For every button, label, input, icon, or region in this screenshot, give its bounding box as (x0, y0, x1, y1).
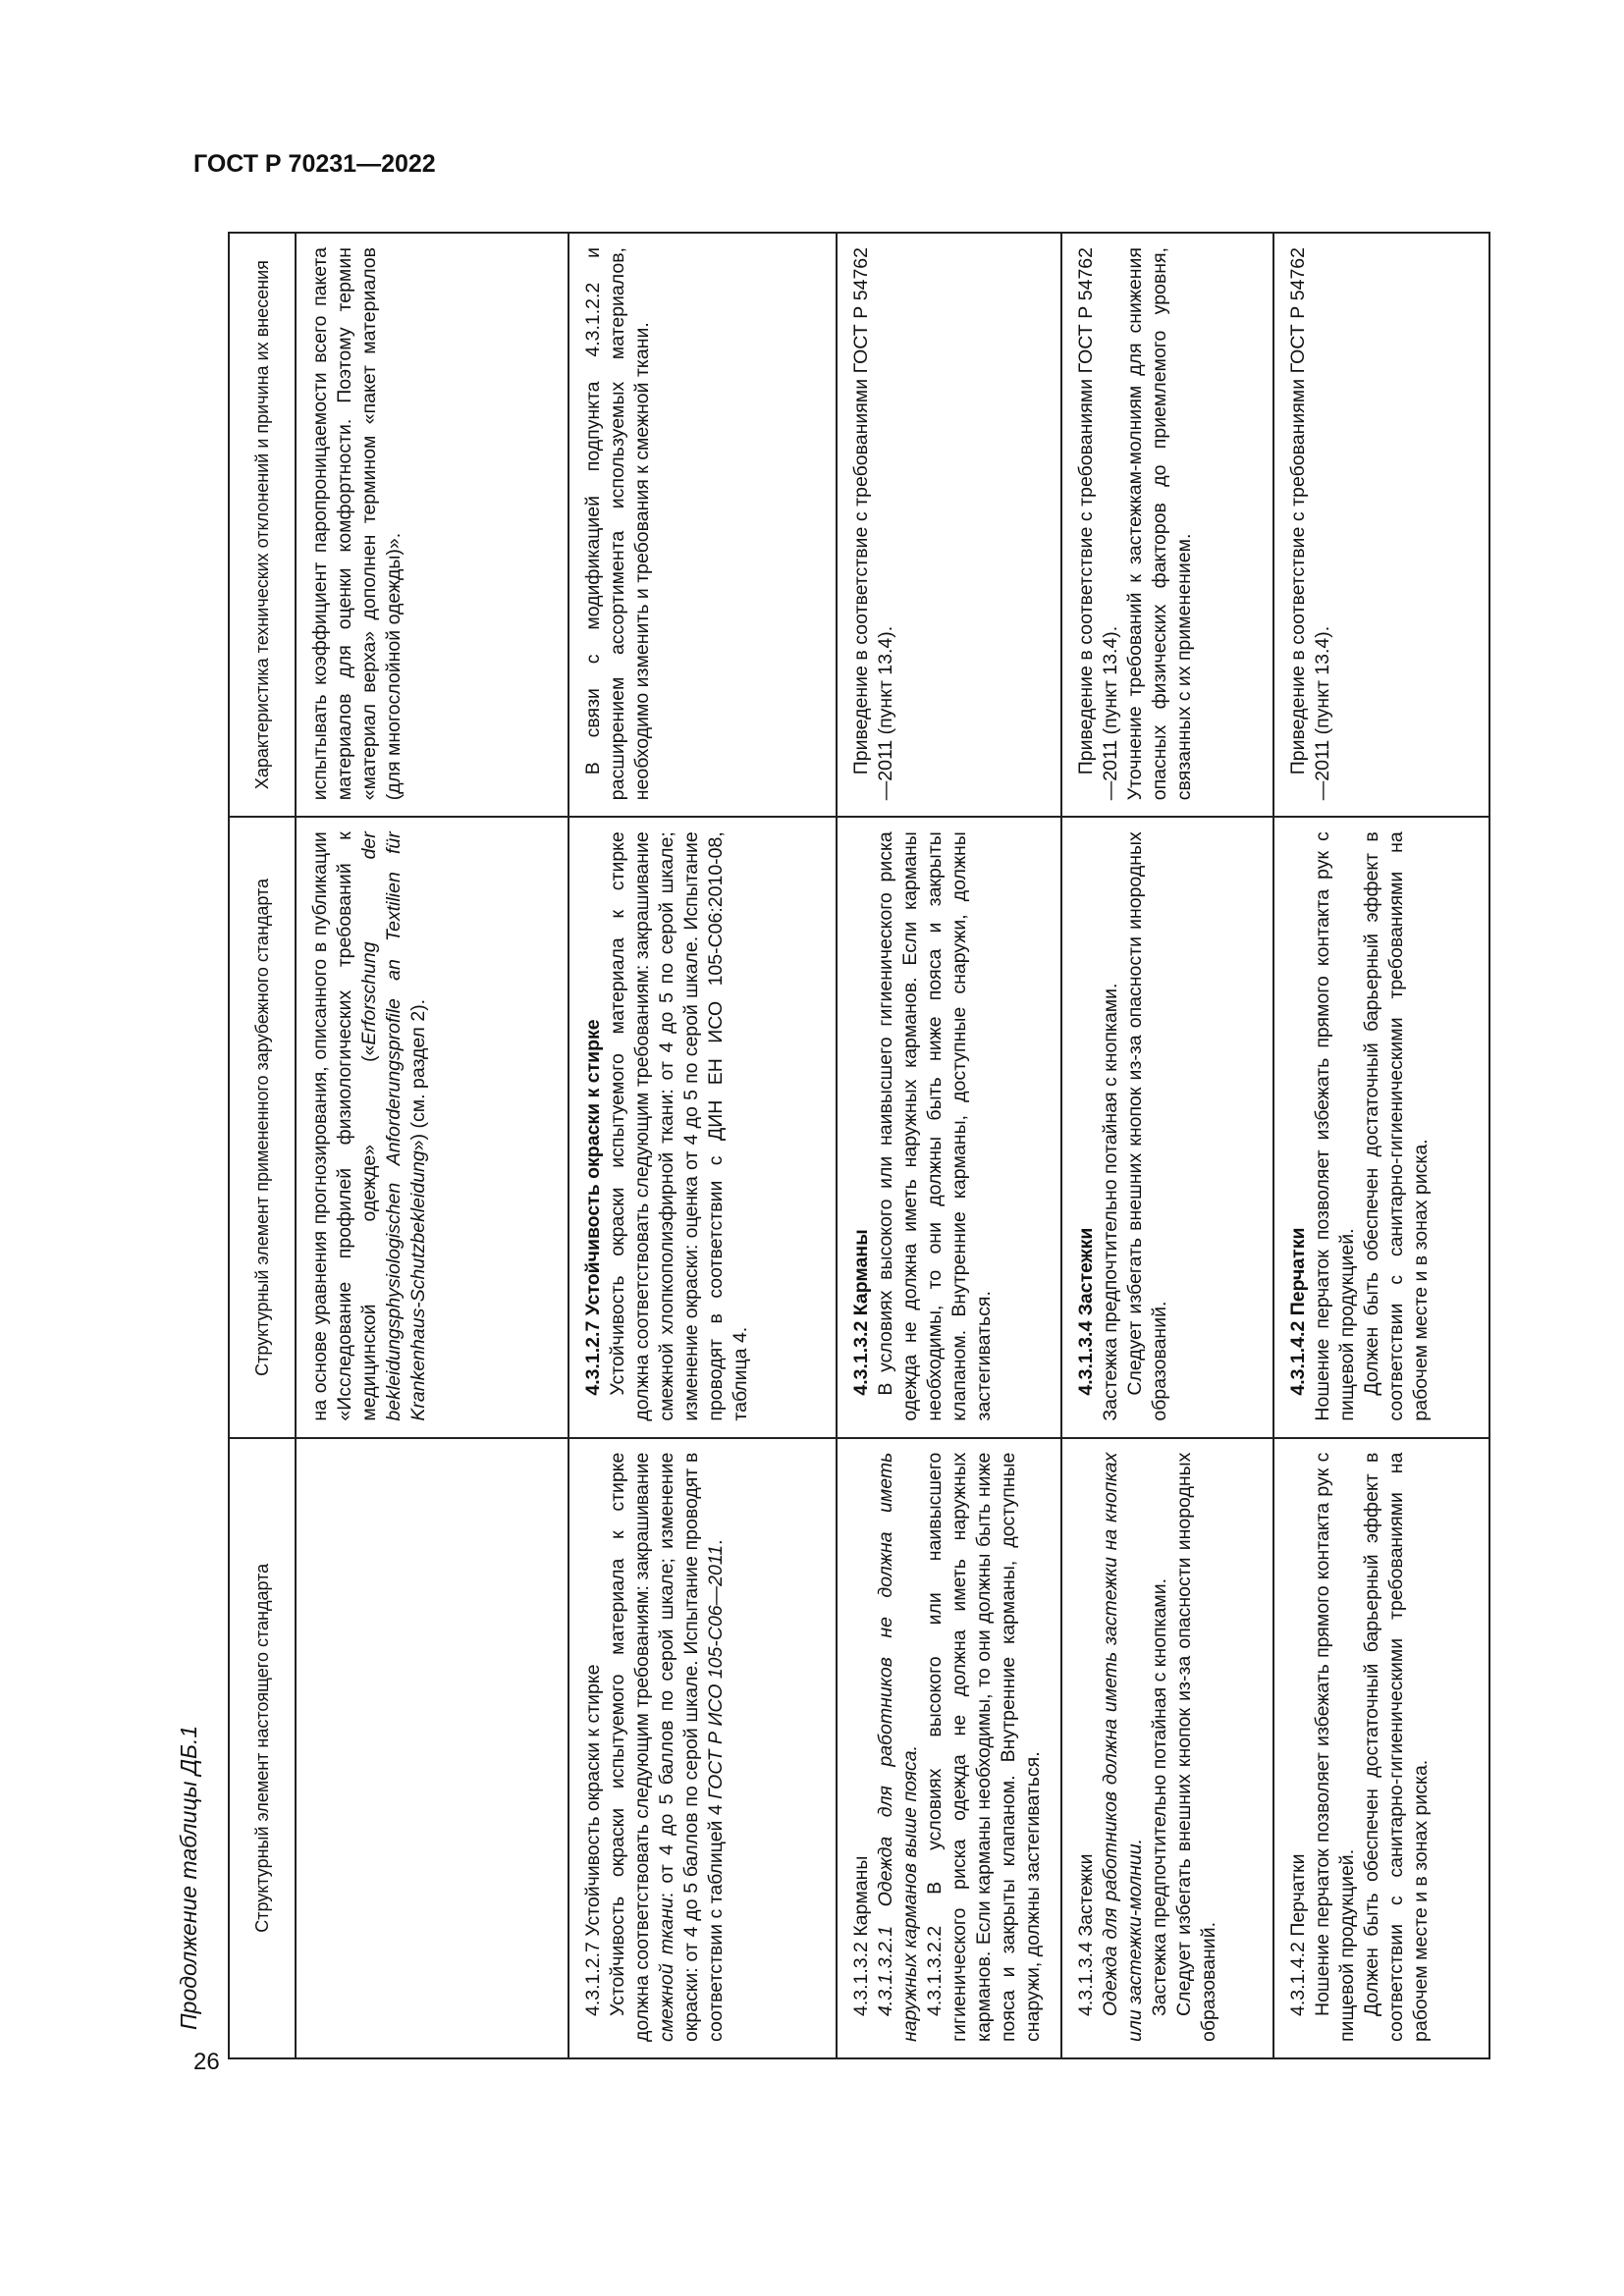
cell-text: : от 4 до 5 баллов по серой шкале; изменение окраски: от 4 до 5 баллов по серой шкале. Испытание проводят в соответствии с таблицей 4 (655, 1452, 727, 2042)
cell-paragraph: Одежда для работников должна иметь застежки на кнопках или застежки-молнии. (1099, 1452, 1146, 2042)
table-cell (1061, 817, 1273, 1437)
table-cell (837, 817, 1060, 1437)
table-cell (296, 233, 568, 817)
cell-paragraph: Следует избегать внешних кнопок из-за опасности инородных образований. (1172, 1452, 1219, 2042)
cell-paragraph: Уточнение требований к застежкам-молниям для снижения опасных физических факторов до приемлемого уровня, связанных с их применением. (1123, 247, 1195, 801)
cell-paragraph: Приведение в соответствие с требованиями ГОСТ Р 54762—2011 (пункт 13.4). (1074, 247, 1121, 801)
cell-paragraph: В условиях высокого или наивысшего гигиенического риска одежда не должна иметь наружных карманов. Если карманы необходимы, то они должны быть ниже пояса и закрыты клапаном. Внутренние карманы, доступные снаружи, должны застегиваться. (875, 831, 996, 1421)
table-cell (1273, 233, 1489, 817)
cell-paragraph: Должен быть обеспечен достаточный барьерный эффект в соответствии с санитарно-гигиеническими требованиями на рабочем месте и в зонах риска. (1360, 1452, 1432, 2042)
cell-paragraph: Должен быть обеспечен достаточный барьерный эффект в соответствии с санитарно-гигиеническими требованиями на рабочем месте и в зонах риска. (1360, 831, 1432, 1421)
section-title: 4.3.1.2.7 Устойчивость окраски к стирке (581, 1019, 604, 1396)
table-row (1273, 233, 1489, 2058)
cell-paragraph: Ношение перчаток позволяет избежать прямого контакта рук с пищевой продукцией. (1311, 1452, 1358, 2042)
cell-text: ») (см. раздел 2). (406, 998, 429, 1151)
table-cell (837, 233, 1060, 817)
section-title: 4.3.1.3.2 Карманы (850, 1229, 873, 1396)
cell-paragraph: Ношение перчаток позволяет избежать прямого контакта рук с пищевой продукцией. (1311, 831, 1358, 1421)
cell-text-italic: ГОСТ Р ИСО 105-С06—2011 (704, 1544, 727, 1799)
table-cell (1061, 233, 1273, 817)
cell-text-italic: смежной ткани (655, 1897, 677, 2042)
section-title: 4.3.1.2.7 Устойчивость окраски к стирке (581, 1664, 604, 2016)
cell-text: на основе уравнения прогнозирования, описанного в публикации «Исследование профилей физиологических требований к медицинской одежде» (« (308, 831, 380, 1421)
cell-text-italic: Erforschung der bekleidungsphysiologischen Anforderungsprofile an Textilien für Krankenhaus-Schutzbekleidung (357, 831, 429, 1421)
table-header-row (229, 233, 296, 2058)
cell-text: . (704, 1539, 727, 1545)
cell-paragraph: Следует избегать внешних кнопок из-за опасности инородных образований. (1123, 831, 1170, 1421)
table-cell (1273, 817, 1489, 1437)
cell-paragraph (606, 1453, 729, 2042)
cell-paragraph: 4.3.1.3.2.2 В условиях высокого или наивысшего гигиенического риска одежда не должна иметь наружных карманов. Если карманы необходимы, то они должны быть ниже пояса и закрыты клапаном. Внутренние карманы, доступные снаружи, должны застегиваться. (924, 1452, 1045, 2042)
table-cell (1273, 1438, 1489, 2058)
cell-text-italic: Одежда для работников не должна иметь наружных карманов выше пояса. (875, 1452, 922, 2042)
cell-text-italic: 4.3.1.3.2.1 (875, 1906, 897, 2016)
cell-text: испытывать коэффициент паропроницаемости всего пакета материалов для оценки комфортности. Поэтому термин «материал верха» дополнен термином «пакет материалов (для многослойной одежды)». (308, 247, 405, 801)
cell-paragraph: Устойчивость окраски испытуемого материала к стирке должна соответствовать следующим требованиям: закрашивание смежной хлопкополиэфирной ткани: от 4 до 5 по серой шкале; изменение окраски: оценка от 4 до 5 по серой шкале. Испытание проводят в соответствии с ДИН ЕН ИСО 105-С06:2010-08, таблица 4. (606, 831, 751, 1421)
column-header: Структурный элемент примененного зарубежного стандарта (229, 817, 296, 1437)
table-cell (837, 1438, 1060, 2058)
table-row (837, 233, 1060, 2058)
column-header: Характеристика технических отклонений и причина их внесения (229, 233, 296, 817)
table-cell (568, 817, 838, 1437)
table-cell (568, 1438, 838, 2058)
cell-text: Устойчивость окраски испытуемого материала к стирке должна соответствовать следующим требованиям: закрашивание (606, 1452, 653, 2042)
table-cell (296, 1438, 568, 2058)
comparison-table (228, 232, 1490, 2059)
table-cell (568, 233, 838, 817)
table-row (296, 233, 568, 2058)
cell-paragraph: Застежка предпочтительно потайная с кнопками. (1099, 983, 1121, 1421)
section-title: 4.3.1.3.2 Карманы (850, 1855, 873, 2016)
comparison-table-container (228, 232, 1490, 2059)
table-row (568, 233, 838, 2058)
section-title: 4.3.1.3.4 Застежки (1074, 1853, 1097, 2016)
table-caption-container (169, 1480, 208, 2030)
section-title: 4.3.1.4.2 Перчатки (1286, 1227, 1309, 1396)
table-cell (1061, 1438, 1273, 2058)
section-title: 4.3.1.3.4 Застежки (1074, 1227, 1097, 1396)
cell-paragraph: Приведение в соответствие с требованиями ГОСТ Р 54762—2011 (пункт 13.4). (1286, 247, 1333, 801)
page-number: 26 (193, 2049, 220, 2075)
cell-paragraph: В связи с модификацией подпункта 4.3.1.2.2 и расширением ассортимента используемых материалов, необходимо изменить и требования к смежной ткани. (581, 247, 653, 801)
cell-paragraph: Приведение в соответствие с требованиями ГОСТ Р 54762—2011 (пункт 13.4). (850, 247, 897, 801)
table-caption: Продолжение таблицы ДБ.1 (176, 1725, 201, 2030)
table-cell (296, 817, 568, 1437)
cell-paragraph: Застежка предпочтительно потайная с кнопками. (1148, 1577, 1170, 2016)
section-title: 4.3.1.4.2 Перчатки (1286, 1853, 1309, 2016)
table-row (1061, 233, 1273, 2058)
document-code: ГОСТ Р 70231—2022 (193, 150, 436, 178)
column-header: Структурный элемент настоящего стандарта (229, 1438, 296, 2058)
cell-paragraph (874, 1453, 923, 2042)
